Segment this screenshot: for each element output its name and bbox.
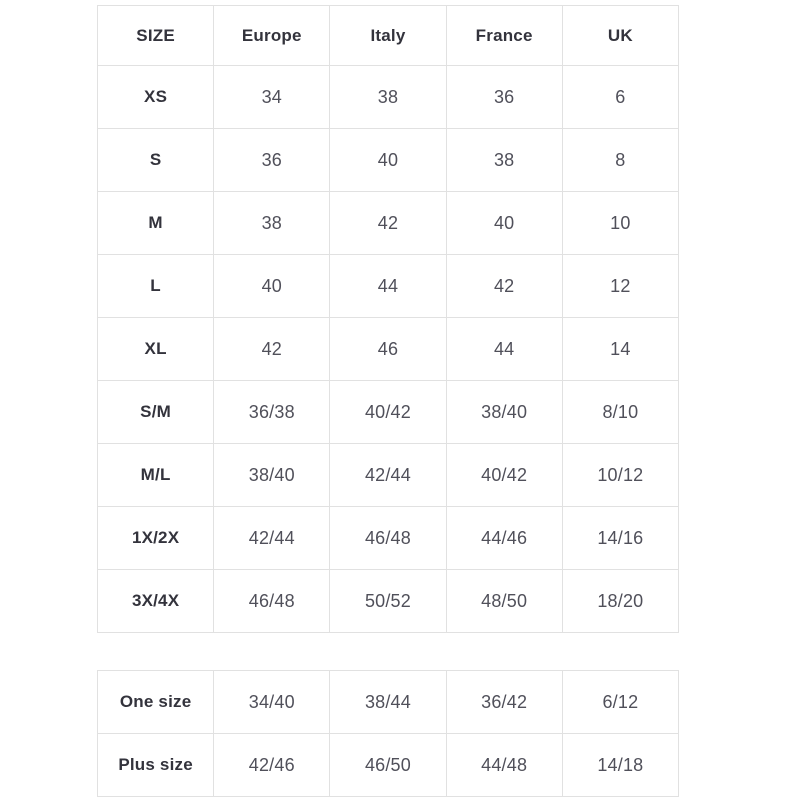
row-label-cell: 1X/2X	[98, 507, 214, 570]
table-row	[98, 192, 679, 255]
value-cell: 10	[562, 192, 678, 255]
value-cell: 42/44	[330, 444, 446, 507]
value-cell: 40	[330, 129, 446, 192]
value-cell: 6	[562, 66, 678, 129]
value-cell: 10/12	[562, 444, 678, 507]
row-label-cell: S/M	[98, 381, 214, 444]
table-row	[98, 66, 679, 129]
value-cell: 44/46	[446, 507, 562, 570]
value-cell: 46/48	[330, 507, 446, 570]
value-cell: 34	[214, 66, 330, 129]
table-row	[98, 507, 679, 570]
value-cell: 42/46	[214, 734, 330, 797]
value-cell: 40	[446, 192, 562, 255]
value-cell: 38	[330, 66, 446, 129]
table-row	[98, 444, 679, 507]
value-cell: 44	[446, 318, 562, 381]
row-label-cell: M	[98, 192, 214, 255]
table-row	[98, 734, 679, 797]
table-row	[98, 255, 679, 318]
value-cell: 40	[214, 255, 330, 318]
value-cell: 14/18	[562, 734, 678, 797]
row-label-cell: M/L	[98, 444, 214, 507]
row-label-cell: L	[98, 255, 214, 318]
size-conversion-table	[97, 5, 679, 633]
value-cell: 8/10	[562, 381, 678, 444]
value-cell: 42	[446, 255, 562, 318]
value-cell: 36	[446, 66, 562, 129]
row-label-cell: 3X/4X	[98, 570, 214, 633]
column-header: Europe	[214, 6, 330, 66]
special-sizes-table	[97, 670, 679, 797]
value-cell: 42	[330, 192, 446, 255]
value-cell: 40/42	[330, 381, 446, 444]
row-label-cell: Plus size	[98, 734, 214, 797]
value-cell: 44/48	[446, 734, 562, 797]
table-row	[98, 381, 679, 444]
value-cell: 36/42	[446, 671, 562, 734]
table-row	[98, 129, 679, 192]
value-cell: 44	[330, 255, 446, 318]
value-cell: 46/50	[330, 734, 446, 797]
value-cell: 36	[214, 129, 330, 192]
value-cell: 14/16	[562, 507, 678, 570]
value-cell: 12	[562, 255, 678, 318]
value-cell: 40/42	[446, 444, 562, 507]
column-header: SIZE	[98, 6, 214, 66]
value-cell: 14	[562, 318, 678, 381]
value-cell: 42/44	[214, 507, 330, 570]
column-header: Italy	[330, 6, 446, 66]
row-label-cell: XL	[98, 318, 214, 381]
column-header: France	[446, 6, 562, 66]
value-cell: 38	[214, 192, 330, 255]
value-cell: 38/40	[214, 444, 330, 507]
row-label-cell: One size	[98, 671, 214, 734]
header-row	[98, 6, 679, 66]
value-cell: 36/38	[214, 381, 330, 444]
value-cell: 46	[330, 318, 446, 381]
value-cell: 34/40	[214, 671, 330, 734]
value-cell: 42	[214, 318, 330, 381]
row-label-cell: XS	[98, 66, 214, 129]
value-cell: 38/40	[446, 381, 562, 444]
value-cell: 6/12	[562, 671, 678, 734]
table-row	[98, 318, 679, 381]
column-header: UK	[562, 6, 678, 66]
value-cell: 46/48	[214, 570, 330, 633]
value-cell: 38	[446, 129, 562, 192]
tables-container	[97, 0, 679, 797]
table-row	[98, 671, 679, 734]
table-row	[98, 570, 679, 633]
value-cell: 50/52	[330, 570, 446, 633]
row-label-cell: S	[98, 129, 214, 192]
value-cell: 38/44	[330, 671, 446, 734]
value-cell: 48/50	[446, 570, 562, 633]
value-cell: 8	[562, 129, 678, 192]
value-cell: 18/20	[562, 570, 678, 633]
